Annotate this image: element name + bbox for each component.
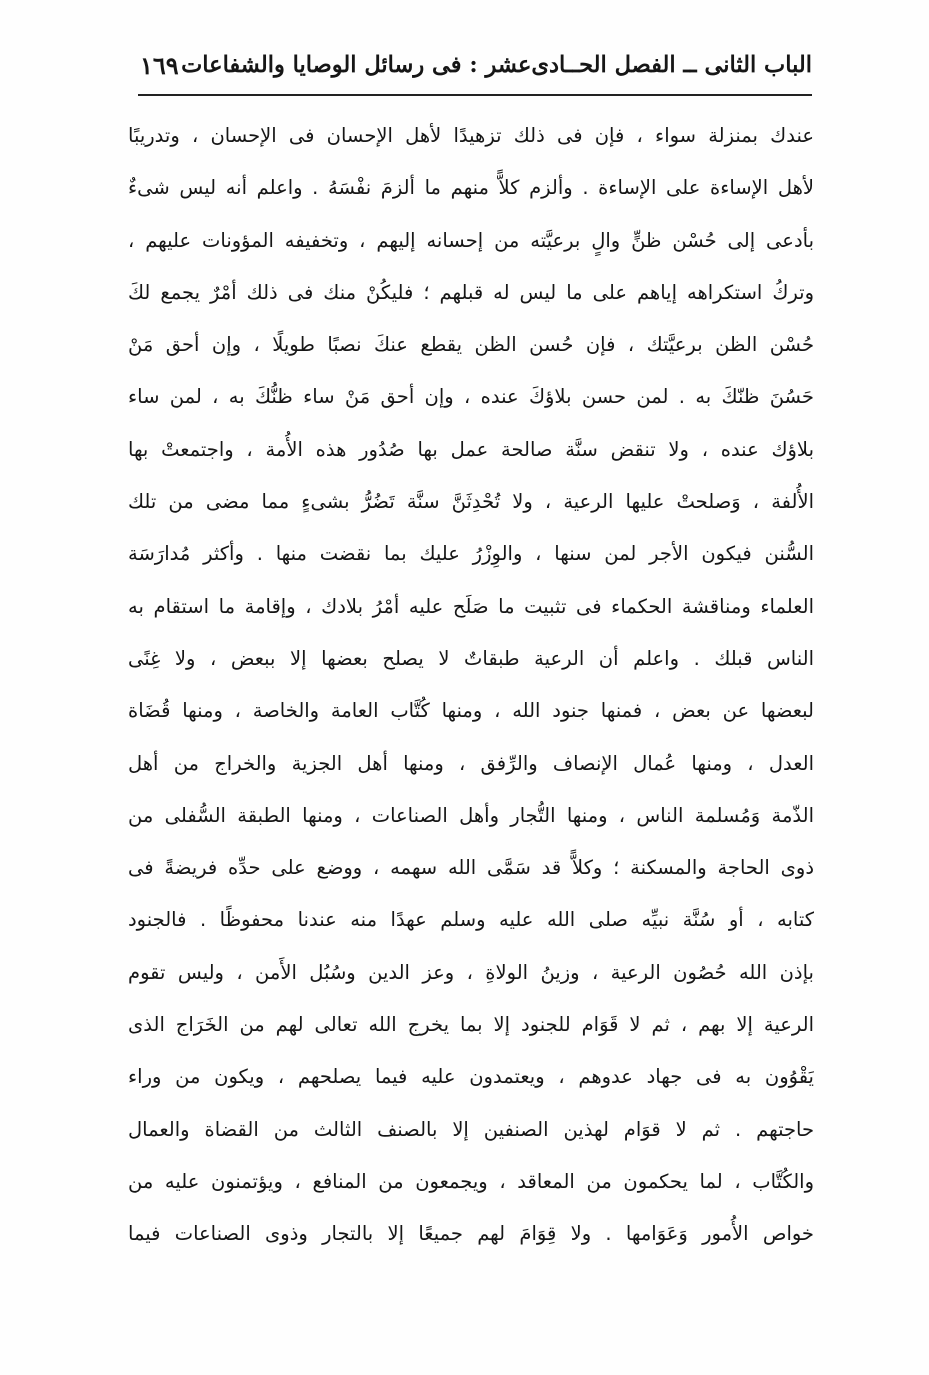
text-line: بإذن الله حُصُون الرعية ، وزينُ الولاةِ ، وعز الدين وسُبُل الأَمن ، وليس تقوم <box>128 960 814 984</box>
text-line: عندك بمنزلة سواء ، فإن فى ذلك تزهيدًا لأهل الإحسان فى الإحسان ، وتدريبًا <box>128 124 814 147</box>
text-line: العلماء ومناقشة الحكماء فى تثبيت ما صَلَح عليه أمْرُ بلادك ، وإقامة ما استقام به <box>128 594 814 618</box>
text-line: حَسُنَ ظنّكَ به . لمن حسن بلاؤكَ عنده ، وإن أحق مَنْ ساء ظنُّكَ به ، لمن ساء <box>128 385 814 409</box>
text-line: والكُتَّاب ، لما يحكمون من المعاقد ، ويجمعون من المنافع ، ويؤتمنون عليه من <box>128 1169 814 1193</box>
text-line: لأهل الإساءة على الإساءة . وألزم كلاًّ منهم ما ألزمَ نفْسَهُ . واعلم أنه ليس شىءٌ <box>128 176 814 200</box>
text-line: العدل ، ومنها عُمال الإنصاف والرِّفق ، ومنها أهل الجزية والخراج من أهل <box>128 751 814 775</box>
text-line: حُسْن الظن برعيَّتك ، فإن حُسن الظن يقطع عنكَ نصبًا طويلًا ، وإن أحق مَنْ <box>128 333 814 357</box>
text-line: الرعية إلا بهم ، ثم لا قَوَام للجنود إلا بما يخرج الله تعالى لهم من الخَرَاج الذى <box>128 1013 814 1037</box>
text-line: الناس قبلك . واعلم أن الرعية طبقاتٌ لا يصلح بعضها إلا ببعض ، ولا غِنًى <box>128 646 814 670</box>
text-line: حاجتهم . ثم لا قوَام لهذين الصنفين إلا بالصنف الثالث من القضاة والعمال <box>128 1117 814 1141</box>
body-text <box>128 110 814 1261</box>
text-line: السُّنن فيكون الأجر لمن سنها ، والوِزْرُ عليك بما نقضت منها . وأكثر مُدارَسَة <box>128 542 814 566</box>
text-line: خواص الأُمور وَعَوَامها . ولا قِوَامَ لهم جميعًا إلا بالتجار وذوى الصناعات فيما <box>128 1222 814 1246</box>
page-number: ١٦٩ <box>140 50 179 80</box>
running-header <box>140 40 812 90</box>
header-rule <box>138 94 812 96</box>
text-line: الذّمة وَمُسلمة الناس ، ومنها التُّجار وأهل الصناعات ، ومنها الطبقة السُّفلى من <box>128 803 814 827</box>
chapter-title: الباب الثانى ــ الفصل الحــادى‌عشر : فى رسائل الوصايا والشفاعات <box>181 52 812 78</box>
text-line: الأُلفة ، وَصلحتْ عليها الرعية ، ولا تُحْدِثَنَّ سنَّة تَضُرُّ بشىءٍ مما مضى من تلك <box>128 490 814 514</box>
text-line: ذوى الحاجة والمسكنة ؛ وكلاًّ قد سَمَّى الله سهمه ، ووضع على حدِّه فريضةً فى <box>128 856 814 880</box>
text-line: بلاؤك عنده ، ولا تنقض سنَّة صالحة عمل بها صُدُور هذه الأُمة ، واجتمعتْ بها <box>128 437 814 461</box>
text-line: كتابه ، أو سُنَّة نبيِّه صلى الله عليه وسلم عهدًا منه عندنا محفوظًا . فالجنود <box>128 908 814 932</box>
text-line: وتركُ استكراهه إياهم على ما ليس له قبلهم ؛ فليكُنْ منك فى ذلك أمْرٌ يجمع لكَ <box>128 280 814 304</box>
text-line: يَقْوُون به فى جهاد عدوهم ، ويعتمدون عليه فيما يصلحهم ، ويكون من وراء <box>128 1065 814 1089</box>
text-line: لبعضها عن بعض ، فمنها جنود الله ، ومنها كُتَّاب العامة والخاصة ، ومنها قُضَاة <box>128 699 814 723</box>
text-line: بأدعى إلى حُسْن ظنٍّ والٍ برعيَّته من إحسانه إليهم ، وتخفيفه المؤونات عليهم ، <box>128 228 814 252</box>
